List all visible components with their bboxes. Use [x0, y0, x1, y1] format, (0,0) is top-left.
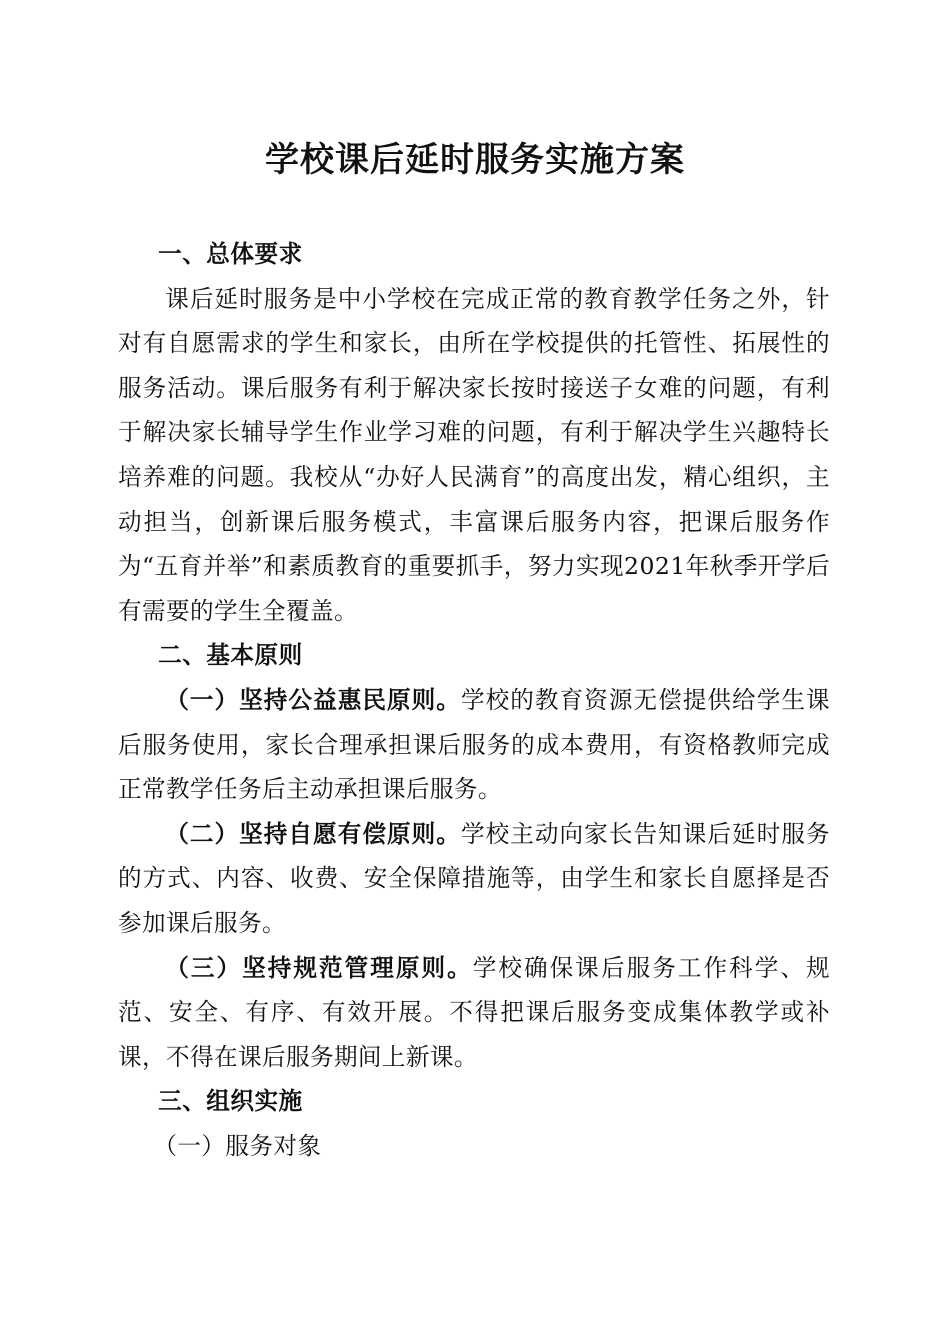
principle-lead: （三）坚持规范管理原则。 — [165, 953, 473, 982]
principle-text: 学校主动向家长告知课后延时服务的方式、内容、收费、安全保障措施等，由学生和家长自愿择是否参加课后服务。 — [118, 819, 830, 937]
principle-lead: （一）坚持公益惠民原则。 — [165, 685, 461, 714]
section-heading: 一、总体要求 — [158, 240, 303, 268]
document-title: 学校课后延时服务实施方案 — [265, 140, 685, 180]
principle-item — [118, 678, 830, 812]
section-heading: 三、组织实施 — [158, 1087, 303, 1116]
section-heading: 二、基本原则 — [158, 641, 303, 670]
principle-lead: （二）坚持自愿有偿原则。 — [165, 819, 461, 848]
paragraph: 课后延时服务是中小学校在完成正常的教育教学任务之外，针对有自愿需求的学生和家长，由所在学校提供的托管性、拓展性的服务活动。课后服务有利于解决家长按时接送子女难的问题，有利于解决家长辅导学生作业学习难的问题，有利于解决学生兴趣特长培养难的问题。我校从“办好人民满育”的高度出发，精心组织，主动担当，创新课后服务模式，丰富课后服务内容，把课后服务作为“五育并举”和素质教育的重要抓手，努力实现2021年秋季开学后有需要的学生全覆盖。 — [118, 284, 830, 625]
principle-item — [118, 812, 830, 946]
principle-item — [118, 946, 830, 1080]
document-body — [118, 232, 830, 1168]
principle-text: 学校的教育资源无偿提供给学生课后服务使用，家长合理承担课后服务的成本费用，有资格教师完成正常教学任务后主动承担课后服务。 — [118, 685, 830, 804]
sub-heading: （一）服务对象 — [153, 1131, 322, 1160]
principle-text: 学校确保课后服务工作科学、规范、安全、有序、有效开展。不得把课后服务变成集体教学或补课，不得在课后服务期间上新课。 — [118, 953, 830, 1071]
